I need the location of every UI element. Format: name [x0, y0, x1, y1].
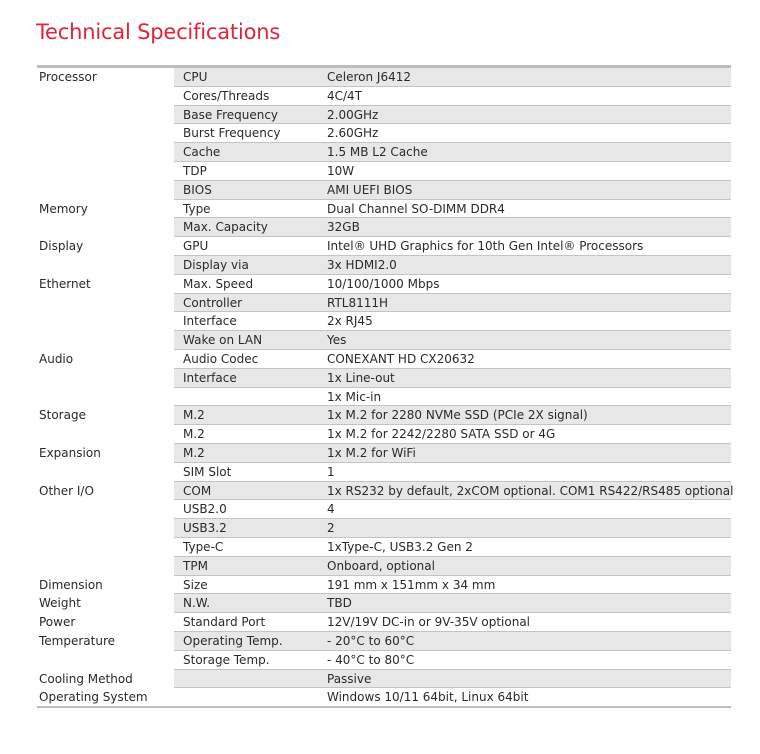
spec-key: TDP: [183, 163, 207, 178]
table-row: [37, 350, 731, 369]
spec-value: 1.5 MB L2 Cache: [327, 145, 428, 160]
spec-value: 10W: [327, 163, 355, 178]
table-row: [37, 632, 731, 651]
spec-category: Processor: [39, 70, 97, 84]
spec-value: 1x M.2 for 2280 NVMe SSD (PCIe 2X signal): [327, 408, 588, 423]
spec-key: Type-C: [183, 539, 224, 554]
spec-value: 1x M.2 for 2242/2280 SATA SSD or 4G: [327, 427, 556, 442]
spec-category: Storage: [39, 408, 86, 423]
row-band: [174, 294, 731, 313]
table-row: [37, 87, 731, 106]
spec-key: Storage Temp.: [183, 652, 270, 667]
table-row: [37, 237, 731, 256]
row-band: [174, 388, 731, 407]
spec-key: Cores/Threads: [183, 88, 270, 103]
row-band: [174, 162, 731, 181]
table-row: [37, 369, 731, 388]
spec-category: Expansion: [39, 445, 101, 460]
spec-value: 1xType-C, USB3.2 Gen 2: [327, 539, 473, 554]
row-band: [174, 463, 731, 482]
table-row: [37, 331, 731, 350]
spec-category: Operating System: [39, 690, 148, 705]
spec-category: Weight: [39, 596, 81, 611]
table-row: [37, 388, 731, 407]
spec-key: Audio Codec: [183, 351, 259, 366]
row-band: [174, 369, 731, 388]
spec-category: Memory: [39, 201, 88, 216]
table-row: [37, 538, 731, 557]
spec-key: Operating Temp.: [183, 633, 283, 648]
spec-key: Size: [183, 577, 208, 592]
table-row: [37, 181, 731, 200]
spec-key: Max. Capacity: [183, 220, 268, 235]
row-band: [174, 312, 731, 331]
spec-value: 32GB: [327, 220, 360, 235]
row-band: [174, 444, 731, 463]
table-row: [37, 463, 731, 482]
row-band: [174, 275, 731, 294]
spec-value: 2: [327, 521, 335, 536]
spec-key: N.W.: [183, 596, 211, 611]
table-row: [37, 200, 731, 219]
spec-key: M.2: [183, 445, 205, 460]
table-row: [37, 557, 731, 576]
table-row: [37, 576, 731, 595]
table-row: [37, 500, 731, 519]
spec-key: USB3.2: [183, 521, 227, 536]
spec-value: 4C/4T: [327, 88, 363, 103]
spec-key: Burst Frequency: [183, 126, 281, 141]
spec-value: RTL8111H: [327, 295, 389, 310]
spec-key: CPU: [183, 70, 208, 84]
spec-value: 2.60GHz: [327, 126, 379, 141]
spec-key: Max. Speed: [183, 276, 254, 291]
table-row: [37, 444, 731, 463]
table-row: [37, 425, 731, 444]
table-row: [37, 312, 731, 331]
spec-value: 191 mm x 151mm x 34 mm: [327, 577, 496, 592]
spec-value: Dual Channel SO-DIMM DDR4: [327, 201, 505, 216]
table-row: [37, 218, 731, 237]
table-row: [37, 275, 731, 294]
spec-value: 1: [327, 464, 335, 479]
table-row: [37, 519, 731, 538]
spec-value: 12V/19V DC-in or 9V-35V optional: [327, 615, 531, 630]
table-row: [37, 594, 731, 613]
spec-value: 3x HDMI2.0: [327, 257, 397, 272]
spec-key: GPU: [183, 239, 209, 254]
row-band: [174, 256, 731, 275]
spec-value: 1x RS232 by default, 2xCOM optional. COM1 RS422/RS485 optional: [327, 483, 734, 498]
page-title: Technical Specifications: [36, 20, 281, 44]
row-band: [174, 181, 731, 200]
spec-value: Onboard, optional: [327, 558, 435, 573]
spec-value: 1x Line-out: [327, 370, 395, 385]
spec-category: Power: [39, 615, 76, 630]
spec-category: Audio: [39, 351, 74, 366]
table-row: [37, 162, 731, 181]
spec-key: Standard Port: [183, 615, 266, 630]
table-row: [37, 294, 731, 313]
spec-value: AMI UEFI BIOS: [327, 182, 413, 197]
row-band: [174, 670, 731, 689]
table-row: [37, 482, 734, 501]
spec-value: 10/100/1000 Mbps: [327, 276, 440, 291]
spec-key: Display via: [183, 257, 249, 272]
spec-value: 1x Mic-in: [327, 389, 382, 404]
spec-value: - 20°C to 60°C: [327, 633, 415, 648]
table-row: [37, 124, 731, 143]
spec-key: Cache: [183, 145, 221, 160]
spec-category: Temperature: [39, 633, 116, 648]
spec-key: COM: [183, 483, 212, 498]
spec-key: M.2: [183, 427, 205, 442]
spec-value: Celeron J6412: [327, 70, 411, 84]
spec-key: Base Frequency: [183, 107, 279, 122]
spec-key: SIM Slot: [183, 464, 232, 479]
spec-key: Type: [183, 201, 211, 216]
row-band: [174, 143, 731, 162]
spec-value: Passive: [327, 671, 372, 686]
row-band: [174, 594, 731, 613]
spec-value: CONEXANT HD CX20632: [327, 351, 475, 366]
table-row: [37, 670, 731, 689]
spec-value: Intel® UHD Graphics for 10th Gen Intel® Processors: [327, 239, 644, 254]
spec-key: TPM: [183, 558, 208, 573]
spec-category: Display: [39, 239, 84, 254]
spec-value: Yes: [327, 333, 347, 348]
table-row: [37, 688, 731, 707]
spec-key: BIOS: [183, 182, 212, 197]
spec-key: M.2: [183, 408, 205, 423]
table-row: [37, 651, 731, 670]
table-row: [37, 613, 731, 632]
row-band: [174, 500, 731, 519]
spec-category: Ethernet: [39, 276, 91, 291]
spec-rows: [37, 68, 734, 707]
spec-value: 2.00GHz: [327, 107, 379, 122]
spec-key: Wake on LAN: [183, 333, 263, 348]
spec-value: Windows 10/11 64bit, Linux 64bit: [327, 690, 529, 705]
spec-value: - 40°C to 80°C: [327, 652, 415, 667]
spec-value: 4: [327, 502, 335, 517]
table-row: [37, 68, 731, 87]
table-row: [37, 143, 731, 162]
spec-category: Cooling Method: [39, 671, 133, 686]
spec-value: 1x M.2 for WiFi: [327, 445, 416, 460]
spec-key: Interface: [183, 314, 237, 329]
spec-key: Interface: [183, 370, 237, 385]
row-band: [174, 519, 731, 538]
spec-key: USB2.0: [183, 502, 227, 517]
spec-key: Controller: [183, 295, 243, 310]
row-band: [174, 557, 731, 576]
spec-table: [37, 65, 734, 707]
table-row: [37, 406, 731, 425]
spec-category: Other I/O: [39, 483, 94, 498]
table-bottom-rule: [37, 706, 731, 708]
row-band: [174, 68, 731, 87]
table-row: [37, 256, 731, 275]
table-row: [37, 106, 731, 125]
spec-value: TBD: [327, 596, 352, 611]
spec-value: 2x RJ45: [327, 314, 373, 329]
spec-category: Dimension: [39, 577, 103, 592]
